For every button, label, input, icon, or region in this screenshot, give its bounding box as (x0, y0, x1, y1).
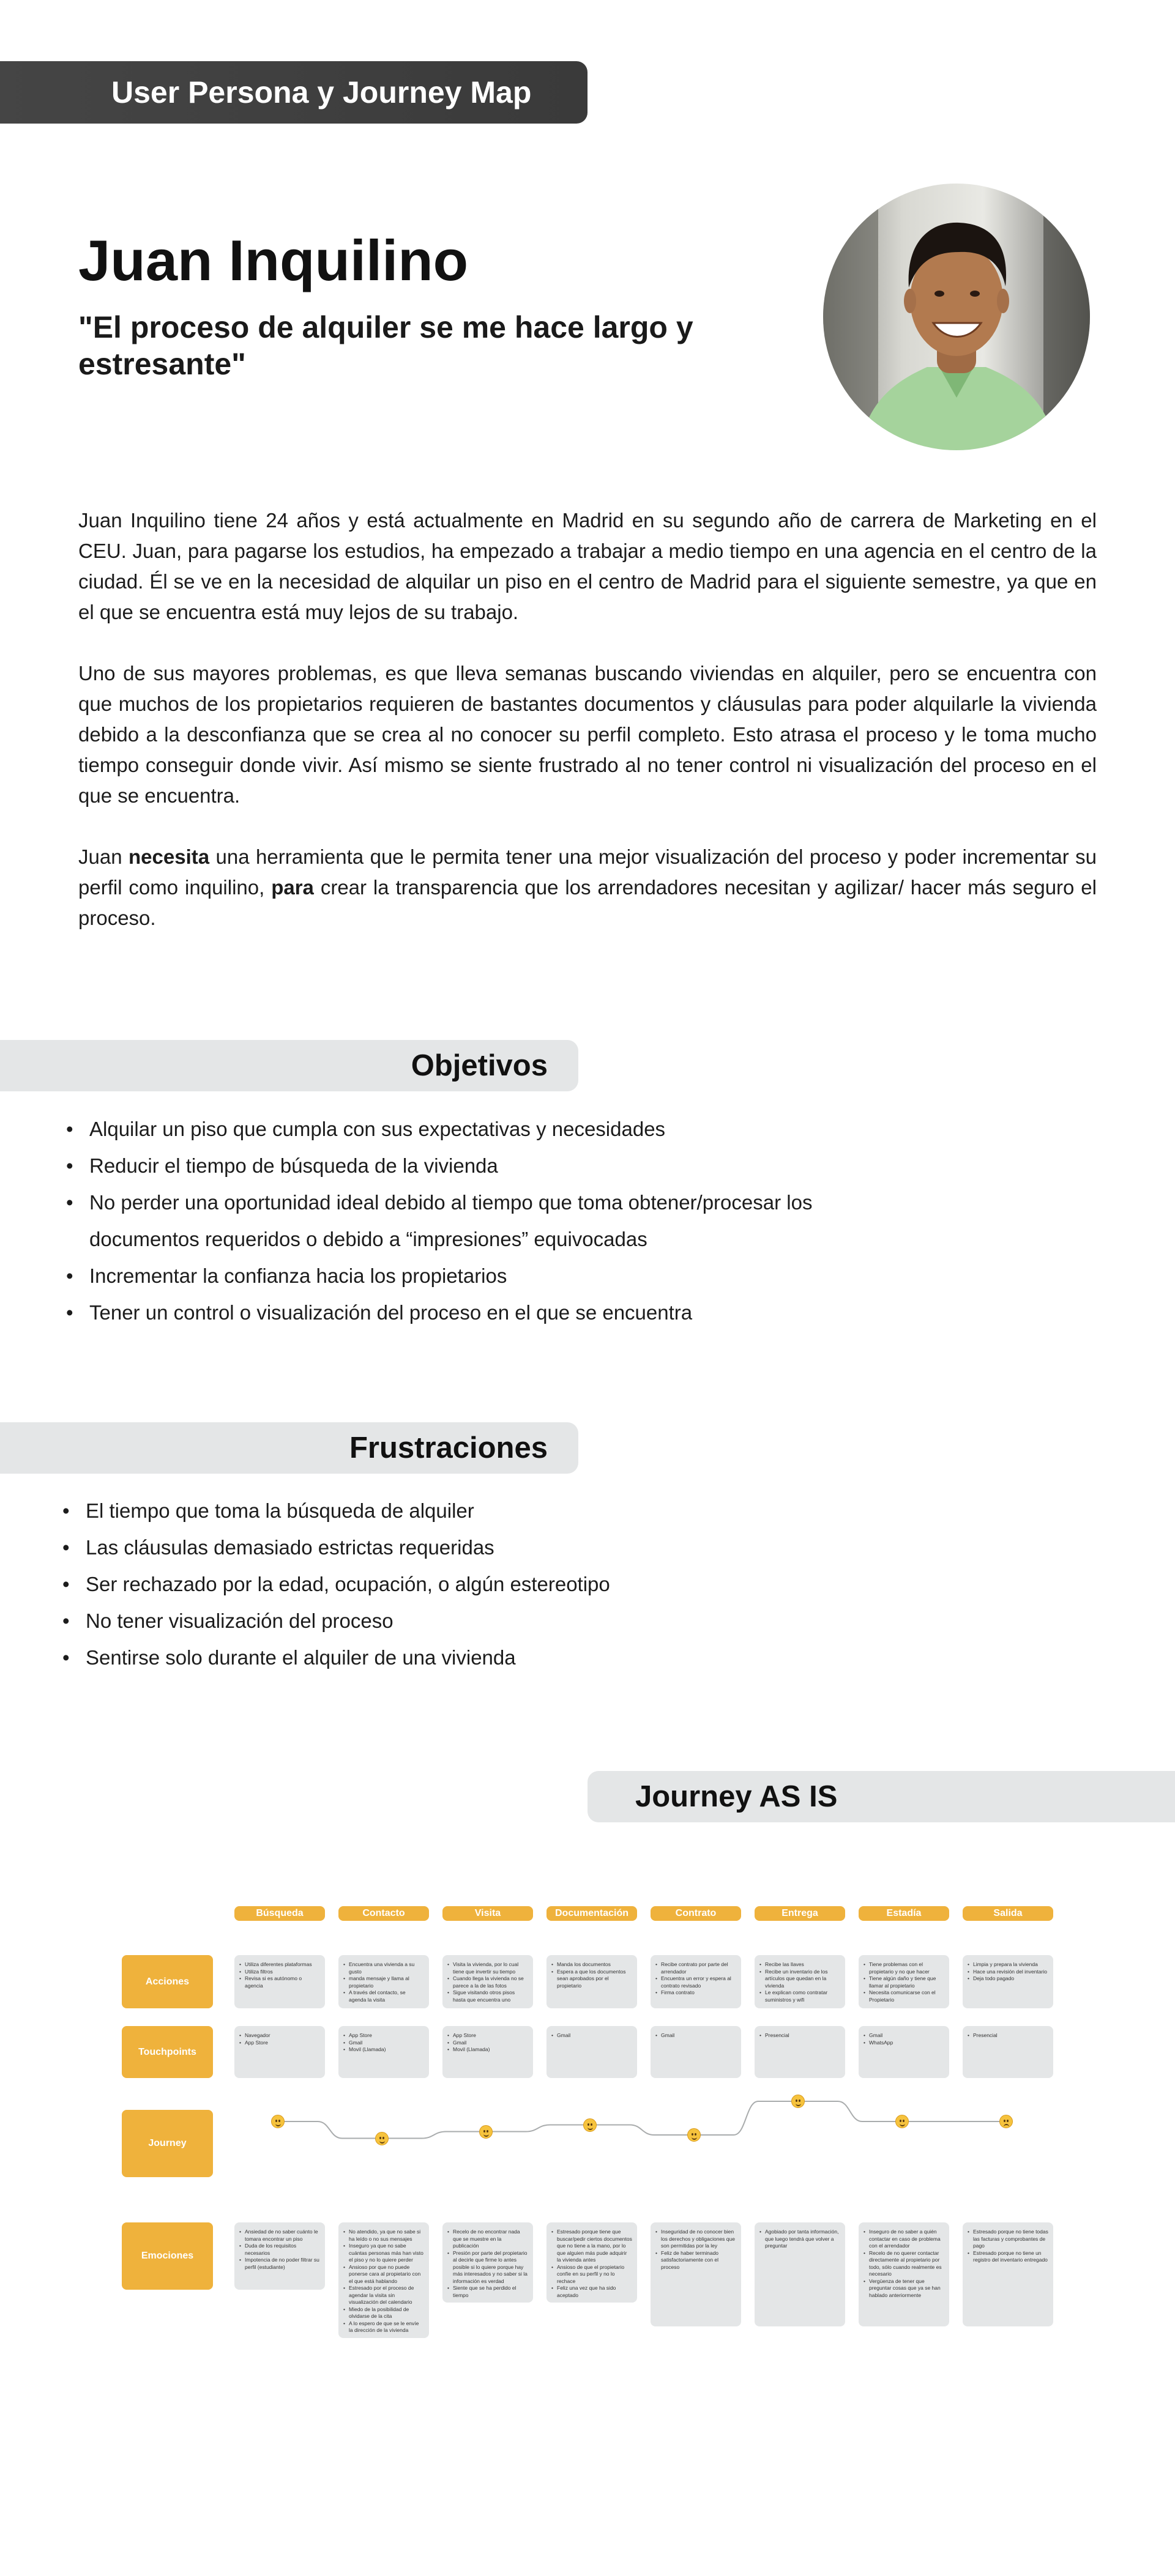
persona-bio-paragraph-1: Juan Inquilino tiene 24 años y está actualmente en Madrid en su segundo año de carrera de Marketing en el CEU. Juan, para pagarse los estudios, ha empezado a trabajar a medio tiempo en una agencia en el centro de la ciudad. Él se ve en la necesidad de alquilar un piso en el centro de Madrid para el siguiente semestre, ya que en el que se encuentra está muy lejos de su trabajo. (78, 509, 1097, 623)
list-item: • WhatsApp (864, 2040, 944, 2047)
list-item: • Gmail (655, 2032, 736, 2040)
list-item: • Hace una revisión del inventario (968, 1969, 1048, 1976)
list-item: • Limpia y prepara la vivienda (968, 1961, 1048, 1969)
emociones-cell (755, 2222, 845, 2326)
list-item: • Revisa si es autónomo o agencia (239, 1975, 320, 1989)
acciones-cell (442, 1955, 533, 2008)
list-item: • Presencial (759, 2032, 840, 2040)
list-item: • App Store (447, 2032, 528, 2040)
emociones-cell (963, 2222, 1053, 2326)
emociones-cell (546, 2222, 637, 2303)
emociones-cell (859, 2222, 949, 2326)
list-item: • Ser rechazado por la edad, ocupación, o algún estereotipo (62, 1566, 858, 1603)
persona-name: Juan Inquilino (78, 228, 469, 292)
emotion-face-icon (999, 2115, 1013, 2128)
list-item: • Espera a que los documentos sean aprobados por el propietario (551, 1969, 632, 1990)
acciones-cell (859, 1955, 949, 2008)
journey-stage-1: Contacto (338, 1906, 429, 1921)
list-item: • Ansiedad de no saber cuánto le tomara encontrar un piso (239, 2229, 320, 2243)
touchpoints-cell (546, 2026, 637, 2078)
list-item: • Incrementar la confianza hacia los propietarios (66, 1258, 892, 1294)
list-item: • Tener un control o visualización del proceso en el que se encuentra (66, 1294, 892, 1331)
persona-quote: "El proceso de alquiler se me hace largo y estresante" (78, 310, 693, 381)
list-item: • manda mensaje y llama al propietario (343, 1975, 424, 1989)
list-item: • Tiene algún daño y tiene que llamar al propietario (864, 1975, 944, 1989)
emociones-cell (338, 2222, 429, 2338)
list-item: • Utiliza filtros (239, 1969, 320, 1976)
list-item: • App Store (239, 2040, 320, 2047)
list-item: • Movil (Llamada) (343, 2046, 424, 2054)
list-item: • Recibe un inventario de los artículos que quedan en la vivienda (759, 1969, 840, 1990)
list-item: • Gmail (864, 2032, 944, 2040)
journey-row-label: Touchpoints (122, 2026, 213, 2078)
frustraciones-banner (0, 1422, 578, 1474)
emociones-cell (234, 2222, 325, 2290)
list-item: • No perder una oportunidad ideal debido al tiempo que toma obtener/procesar los documentos requeridos o debido a “impresiones” equivocadas (66, 1184, 892, 1258)
list-item: • Encuentra un error y espera al contrato revisado (655, 1975, 736, 1989)
acciones-cell (234, 1955, 325, 2008)
list-item: • Le explican como contratar suministros y wifi (759, 1989, 840, 2003)
list-item: • Necesita comunicarse con el Propietario (864, 1989, 944, 2003)
objetivos-list (66, 1111, 892, 1331)
list-item: • Inseguro ya que no sabe cuántas personas más han visto el piso y no lo quiere perder (343, 2243, 424, 2264)
touchpoints-cell (755, 2026, 845, 2078)
journey-stage-6: Estadía (859, 1906, 949, 1921)
list-item: • Encuentra una vivienda a su gusto (343, 1961, 424, 1975)
journey-title: Journey AS IS (635, 1780, 838, 1813)
journey-banner (588, 1771, 1175, 1822)
list-item: • Duda de los requisitos necesarios (239, 2243, 320, 2257)
list-item: • Ansioso por que no puede ponerse cara al propietario con el que está hablando (343, 2264, 424, 2285)
acciones-cell (963, 1955, 1053, 2008)
list-item: • Inseguro de no saber a quién contactar en caso de problema con el arrendador (864, 2229, 944, 2250)
acciones-cell (546, 1955, 637, 2008)
list-item: • Sigue visitando otros pisos hasta que encuentra uno (447, 1989, 528, 2003)
journey-stage-5: Entrega (755, 1906, 845, 1921)
list-item: • Estresado por el proceso de agendar la visita sin visualización del calendario (343, 2285, 424, 2306)
list-item: • Feliz una vez que ha sido aceptado (551, 2285, 632, 2299)
list-item: • Deja todo pagado (968, 1975, 1048, 1983)
emotion-face-icon (687, 2128, 701, 2142)
list-item: • El tiempo que toma la búsqueda de alquiler (62, 1493, 858, 1529)
persona-bio-paragraph-2: Uno de sus mayores problemas, es que lleva semanas buscando viviendas en alquiler, pero se encuentra con que muchos de los propietarios requieren de bastantes documentos y cláusulas para poder alquilarle la vivienda debido a la desconfianza que se crea al no conocer su perfil completo. Esto atrasa el proceso y le toma mucho tiempo conseguir donde vivir. Así mismo se siente frustrado al no tener control ni visualización del proceso en el que se encuentra. (78, 662, 1097, 807)
journey-stage-0: Búsqueda (234, 1906, 325, 1921)
list-item: • No tener visualización del proceso (62, 1603, 858, 1639)
list-item: • Visita la vivienda, por lo cual tiene que invertir su tiempo (447, 1961, 528, 1975)
emociones-cell (651, 2222, 741, 2326)
list-item: • Inseguridad de no conocer bien los derechos y obligaciones que son permitidas por la ley (655, 2229, 736, 2250)
list-item: • Reducir el tiempo de búsqueda de la vivienda (66, 1148, 892, 1184)
list-item: • A lo espero de que se le envíe la dirección de la vivienda (343, 2320, 424, 2334)
list-item: • Utiliza diferentes plataformas (239, 1961, 320, 1969)
list-item: • Recibe contrato por parte del arrendador (655, 1961, 736, 1975)
objetivos-banner (0, 1040, 578, 1091)
list-item: • Recelo de no encontrar nada que se muestre en la publicación (447, 2229, 528, 2250)
journey-stage-7: Salida (963, 1906, 1053, 1921)
list-item: • A través del contacto, se agenda la visita (343, 1989, 424, 2003)
list-item: • Cuando llega la vivienda no se parece a la de las fotos (447, 1975, 528, 1989)
emociones-cell (442, 2222, 533, 2303)
list-item: • No atendido, ya que no sabe si ha leído o no sus mensajes (343, 2229, 424, 2243)
list-item: • Miedo de la posibilidad de olvidarse de la cita (343, 2306, 424, 2320)
list-item: • Tiene problemas con el propietario y no que hacer (864, 1961, 944, 1975)
avatar-portrait-icon (823, 184, 1090, 450)
touchpoints-cell (338, 2026, 429, 2078)
acciones-cell (338, 1955, 429, 2008)
list-item: • Siente que se ha perdido el tiempo (447, 2285, 528, 2299)
emotion-face-icon (583, 2118, 597, 2132)
list-item: • Vergüenza de tener que preguntar cosas que ya se han hablado anteriormente (864, 2278, 944, 2299)
list-item: • Las cláusulas demasiado estrictas requeridas (62, 1529, 858, 1566)
list-item: • Agobiado por tanta información, que luego tendrá que volver a preguntar (759, 2229, 840, 2250)
journey-stage-4: Contrato (651, 1906, 741, 1921)
list-item: • Movil (Llamada) (447, 2046, 528, 2054)
avatar (823, 184, 1090, 450)
journey-row-label: Emociones (122, 2222, 213, 2290)
acciones-cell (651, 1955, 741, 2008)
frustraciones-list (62, 1493, 858, 1676)
touchpoints-cell (234, 2026, 325, 2078)
list-item: • Recibe las llaves (759, 1961, 840, 1969)
persona-bio-paragraph-3: Juan necesita una herramienta que le permita tener una mejor visualización del proceso y poder incrementar su perfil como inquilino, para crear la transparencia que los arrendadores necesitan y agilizar/ hacer más seguro el proceso. (78, 845, 1097, 929)
list-item: • App Store (343, 2032, 424, 2040)
journey-stage-3: Documentación (546, 1906, 637, 1921)
emotion-face-icon (895, 2115, 909, 2128)
list-item: • Gmail (447, 2040, 528, 2047)
acciones-cell (755, 1955, 845, 2008)
list-item: • Presencial (968, 2032, 1048, 2040)
emotion-face-icon (271, 2115, 285, 2128)
list-item: • Recelo de no querer contactar directamente al propietario por todo, sólo cuando realmente es necesario (864, 2250, 944, 2278)
list-item: • Sentirse solo durante el alquiler de una vivienda (62, 1639, 858, 1676)
list-item: • Feliz de haber terminado satisfactoriamente con el proceso (655, 2250, 736, 2271)
list-item: • Ansioso de que el propietario confíe en su perfil y no lo rechace (551, 2264, 632, 2285)
touchpoints-cell (859, 2026, 949, 2078)
list-item: • Presión por parte del propietario al decirle que firme lo antes posible si lo quiere porque hay más interesados y no saber si la información es verdad (447, 2250, 528, 2285)
journey-row-label: Acciones (122, 1955, 213, 2008)
list-item: • Estresado porque tiene que buscar/pedir ciertos documentos que no tiene a la mano, por lo que alguien más pude adquirir la vivienda antes (551, 2229, 632, 2264)
objetivos-title: Objetivos (411, 1049, 548, 1082)
frustraciones-title: Frustraciones (349, 1431, 548, 1464)
list-item: • Navegador (239, 2032, 320, 2040)
journey-curve (0, 0, 1175, 122)
list-item: • Alquilar un piso que cumpla con sus expectativas y necesidades (66, 1111, 892, 1148)
list-item: • Estresado porque no tiene todas las facturas y comprobantes de pago (968, 2229, 1048, 2250)
touchpoints-cell (651, 2026, 741, 2078)
list-item: • Estresado porque no tiene un registro del inventario entregado (968, 2250, 1048, 2264)
emotion-face-icon (479, 2125, 493, 2139)
list-item: • Gmail (343, 2040, 424, 2047)
touchpoints-cell (442, 2026, 533, 2078)
journey-row-label: Journey (122, 2110, 213, 2177)
header-title: User Persona y Journey Map (111, 75, 532, 109)
emotion-face-icon (375, 2132, 389, 2145)
emotion-face-icon (791, 2095, 805, 2108)
list-item: • Gmail (551, 2032, 632, 2040)
list-item: • Firma contrato (655, 1989, 736, 1997)
list-item: • Impotencia de no poder filtrar su perfil (estudiante) (239, 2257, 320, 2271)
touchpoints-cell (963, 2026, 1053, 2078)
journey-stage-2: Visita (442, 1906, 533, 1921)
list-item: • Manda los documentos (551, 1961, 632, 1969)
